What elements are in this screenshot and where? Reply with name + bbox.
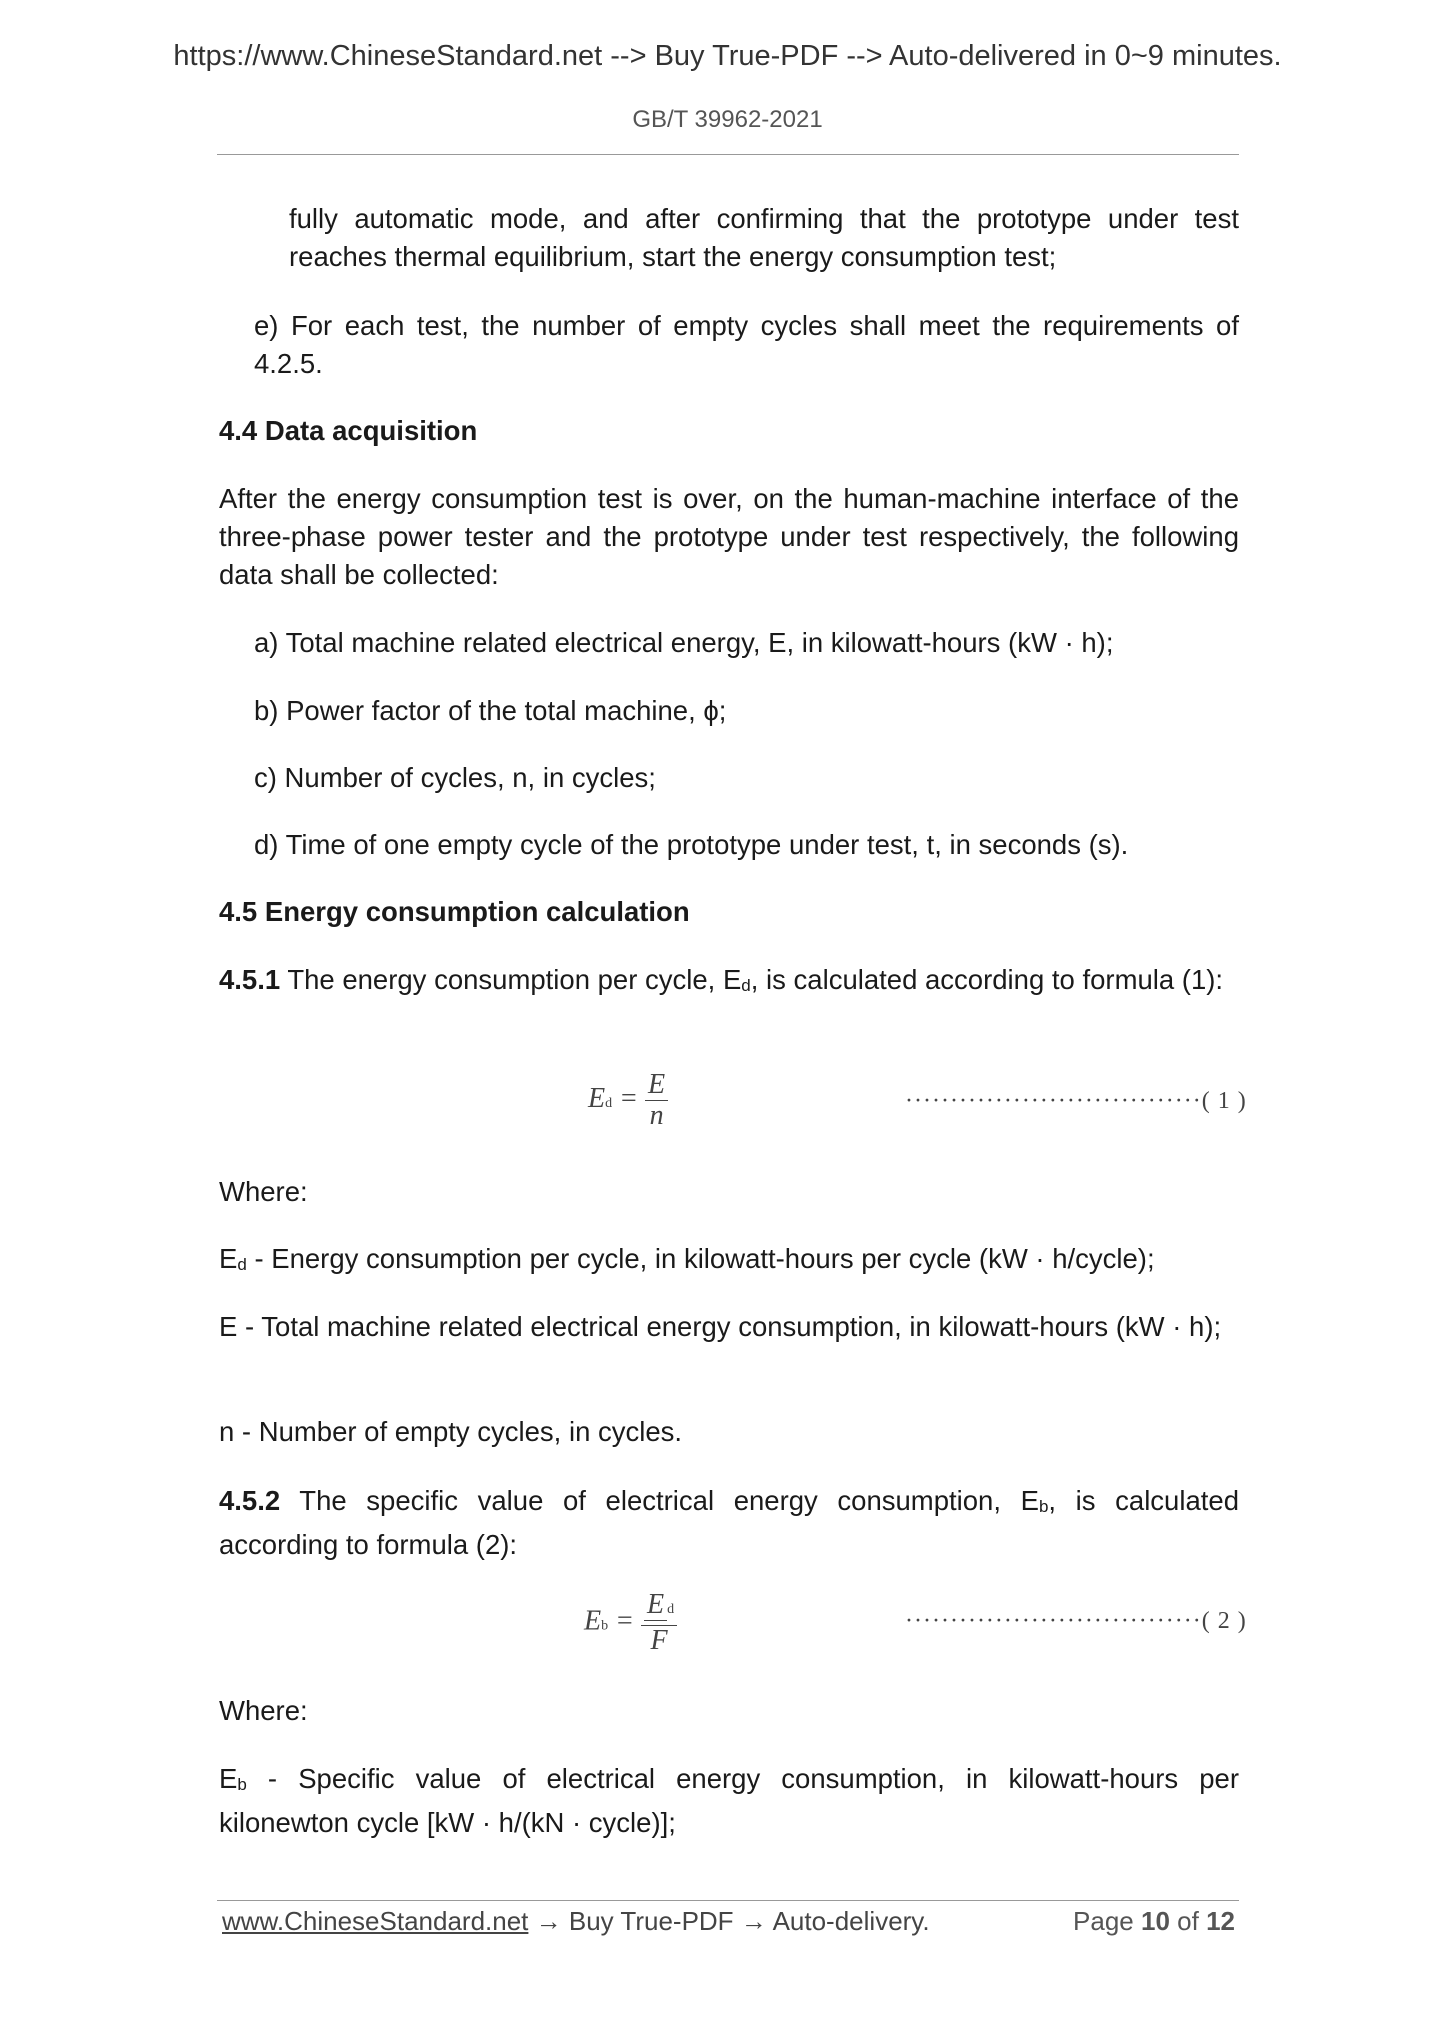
paragraph-continuation: fully automatic mode, and after confirming that the prototype under test reaches thermal equilibrium, start the energy consumption test;: [289, 203, 1239, 272]
definition-text: - Specific value of electrical energy consumption, in kilowatt-hours per kilonewton cycle [kW · h/(kN · cycle)];: [219, 1763, 1239, 1838]
subscript: d: [667, 1602, 675, 1617]
denominator: F: [650, 1625, 668, 1656]
where-label-2: Where:: [219, 1695, 308, 1726]
list-item-b: b) Power factor of the total machine, ϕ;: [254, 695, 727, 726]
clause-text: , is calculated according to formula (2):: [219, 1485, 1239, 1560]
formula-1: Ed = $\frac{E}{n}$: [588, 1070, 668, 1131]
definition-Ed: [219, 1240, 1239, 1284]
symbol: E: [219, 1243, 238, 1274]
formula-label: ( 1 ): [1201, 1088, 1247, 1114]
paragraph-4-4: After the energy consumption test is over, on the human-machine interface of the three-phase power tester and the prototype under test respectively, the following data shall be collected:: [219, 483, 1239, 590]
section-heading-4-5: 4.5 Energy consumption calculation: [219, 896, 690, 927]
subscript: d: [741, 976, 751, 995]
formula-2-number: [905, 1608, 1247, 1635]
section-heading-4-4: 4.4 Data acquisition: [219, 415, 478, 446]
subscript: d: [605, 1095, 613, 1111]
denominator: n: [649, 1100, 664, 1131]
leader-dots: ·································: [905, 1088, 1202, 1114]
definition-n: n - Number of empty cycles, in cycles.: [219, 1416, 683, 1447]
definition-Eb: [219, 1760, 1239, 1842]
clause-text: The energy consumption per cycle, E: [280, 964, 742, 995]
of-label: of: [1177, 1906, 1199, 1936]
formula-label: ( 2 ): [1201, 1608, 1247, 1634]
clause-4-5-1: [219, 961, 1239, 1005]
clause-number: 4.5.2: [219, 1485, 281, 1516]
list-item-a: a) Total machine related electrical energy, E, in kilowatt-hours (kW · h);: [254, 627, 1114, 658]
formula-lhs: E: [584, 1605, 602, 1637]
numerator: E: [644, 1589, 667, 1621]
clause-number: 4.5.1: [219, 964, 281, 995]
footer-text: → Buy True-PDF → Auto-delivery.: [528, 1906, 930, 1936]
definition-text: - Energy consumption per cycle, in kilowatt-hours per cycle (kW · h/cycle);: [246, 1243, 1155, 1274]
page-number: [1073, 1906, 1235, 1937]
header-rule: [217, 154, 1239, 155]
footer-link[interactable]: www.ChineseStandard.net: [222, 1906, 529, 1936]
subscript: b: [601, 1618, 609, 1634]
subscript: b: [1038, 1497, 1049, 1516]
formula-lhs: E: [588, 1082, 606, 1114]
clause-text: The specific value of electrical energy consumption, E: [280, 1485, 1039, 1516]
where-label-1: Where:: [219, 1176, 308, 1207]
symbol: E: [219, 1763, 238, 1794]
clause-4-5-2: [219, 1482, 1239, 1564]
definition-E: E - Total machine related electrical energy consumption, in kilowatt-hours (kW · h);: [219, 1311, 1222, 1342]
subscript: b: [237, 1775, 247, 1794]
clause-text: , is calculated according to formula (1):: [750, 964, 1224, 995]
current-page: 10: [1141, 1906, 1170, 1936]
list-item-text: e) For each test, the number of empty cycles shall meet the requirements of 4.2.5.: [254, 310, 1239, 379]
leader-dots: ·································: [905, 1608, 1202, 1634]
standard-number: GB/T 39962-2021: [632, 106, 823, 133]
formula-1-number: [905, 1088, 1247, 1115]
list-item-d: d) Time of one empty cycle of the prototype under test, t, in seconds (s).: [254, 829, 1129, 860]
numerator: E: [645, 1070, 668, 1101]
list-item-e: [254, 307, 1239, 383]
subscript: d: [237, 1255, 247, 1274]
formula-2: Eb = $\frac{\text{E d}}{F}$: [584, 1590, 677, 1656]
page-label: Page: [1073, 1906, 1134, 1936]
footer-promo: [222, 1906, 930, 1937]
footer-rule: [217, 1900, 1239, 1901]
header-banner: https://www.ChineseStandard.net --> Buy True-PDF --> Auto-delivered in 0~9 minutes.: [173, 40, 1282, 72]
total-pages: 12: [1206, 1906, 1235, 1936]
list-item-c: c) Number of cycles, n, in cycles;: [254, 762, 656, 793]
